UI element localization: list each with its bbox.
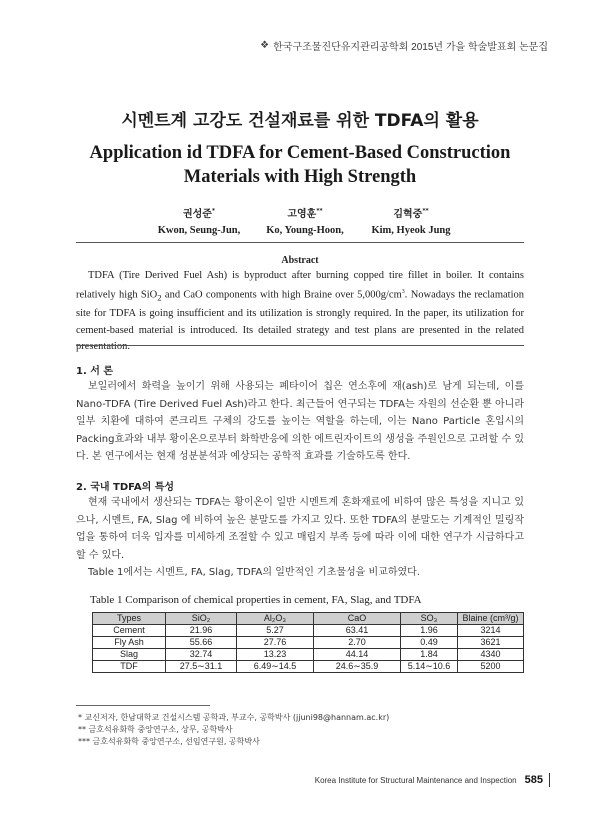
author-3 <box>356 205 466 236</box>
cell: 3214 <box>458 625 524 637</box>
author-1-name-en: Kwon, Seung-Jun, <box>157 225 241 236</box>
section-2-heading: 2. 국내 TDFA의 특성 <box>76 482 175 493</box>
title-english-line2: Materials with High Strength <box>183 167 417 187</box>
title-english-line1: Application id TDFA for Cement-Based Construction <box>89 143 511 163</box>
footnote-rule <box>76 705 210 706</box>
cell: 3621 <box>458 637 524 649</box>
page-footer <box>315 773 550 787</box>
section-2-body-2: Table 1에서는 시멘트, FA, Slag, TDFA의 일반적인 기초물성을 비교하였다. <box>88 567 420 578</box>
author-3-mark: ** <box>422 207 429 215</box>
footnote-2: ** 금호석유화학 중앙연구소, 상무, 공학박사 <box>78 725 233 734</box>
page-number: 585 <box>524 774 543 786</box>
author-2-name-en: Ko, Young-Hoon, <box>266 225 344 236</box>
footnote-1: * 교신저자, 한남대학교 건설시스템 공학과, 부교수, 공학박사 (jjuni98@hannam.ac.kr) <box>78 713 390 722</box>
table-row <box>93 625 524 637</box>
col-al2o3: Al₂O₃ <box>237 613 314 625</box>
cell: 27.5∼31.1 <box>166 661 237 673</box>
cell: 2.70 <box>314 637 401 649</box>
cell: 1.84 <box>401 649 458 661</box>
cell: 5.14∼10.6 <box>401 661 458 673</box>
cell: 13.23 <box>237 649 314 661</box>
cell: 55.66 <box>166 637 237 649</box>
col-types: Types <box>93 613 166 625</box>
col-so3: SO₃ <box>401 613 458 625</box>
abstract-part-a: TDFA (Tire Derived Fuel Ash) is byproduct after burning copped tire fillet in boiler. It contains relatively high SiO <box>76 270 524 301</box>
author-1-mark: * <box>211 207 216 215</box>
running-header <box>260 38 548 53</box>
cell: TDF <box>93 661 166 673</box>
abstract-heading: Abstract <box>281 255 319 266</box>
cell: 24.6∼35.9 <box>314 661 401 673</box>
table-row <box>93 661 524 673</box>
cell: 0.49 <box>401 637 458 649</box>
cell: 5.27 <box>237 625 314 637</box>
author-2-name-ko: 고영훈 <box>287 209 317 220</box>
abstract-part-c: . Nowadays the reclamation site for TDFA is going insufficient and its utilization is strongly required. In the paper, its utilization for cement-based material is introduced. Its detailed strategy and test plans are presented in the related presentation. <box>76 289 524 353</box>
table-caption: Table 1 Comparison of chemical properties in cement, FA, Slag, and TDFA <box>90 594 422 606</box>
journal-title: 한국구조물진단유지관리공학회 2015년 가을 학술발표회 논문집 <box>273 42 548 53</box>
section-1-heading: 1. 서 론 <box>76 366 114 377</box>
cell: Cement <box>93 625 166 637</box>
cell: 21.96 <box>166 625 237 637</box>
cell: 1.96 <box>401 625 458 637</box>
cell: 27.76 <box>237 637 314 649</box>
footer-institute: Korea Institute for Structural Maintenance and Inspection <box>314 775 517 785</box>
col-sio2: SiO₂ <box>166 613 237 625</box>
cell: 44.14 <box>314 649 401 661</box>
footnote-3: *** 금호석유화학 중앙연구소, 선임연구원, 공학박사 <box>78 737 260 746</box>
diamond-icon: ❖ <box>260 40 270 51</box>
section-2-body: 현재 국내에서 생산되는 TDFA는 황이온이 일반 시멘트계 혼화재료에 비하여 많은 특성을 지니고 있으나, 시멘트, FA, Slag 에 비하여 높은 분말도를 가지고 있다. 또한 TDFA의 분말도는 기계적인 밀링작업을 통하여 더욱 입자를 미세하게 조절할 수 있고 매립지 부족 등에 따라 이에 대한 연구가 시급하다고할 수 있다. <box>76 497 524 561</box>
table-row <box>93 649 524 661</box>
col-cao: CaO <box>314 613 401 625</box>
abstract-top-rule <box>76 242 524 243</box>
title-korean: 시멘트계 고강도 건설재료를 위한 TDFA의 활용 <box>121 111 479 131</box>
author-2 <box>250 205 360 236</box>
cell: 5200 <box>458 661 524 673</box>
abstract-text <box>76 268 524 356</box>
cell: 6.49∼14.5 <box>237 661 314 673</box>
cell: 4340 <box>458 649 524 661</box>
abstract-part-b: and CaO components with high Braine over 5,000g/cm <box>161 289 402 301</box>
cell: 32.74 <box>166 649 237 661</box>
col-blaine: Blaine (cm³/g) <box>458 613 524 625</box>
title-english <box>0 141 600 189</box>
author-1-name-ko: 권성준 <box>182 209 212 220</box>
author-3-name-en: Kim, Hyeok Jung <box>371 225 451 236</box>
cell: Fly Ash <box>93 637 166 649</box>
footer-divider <box>549 773 550 787</box>
cell: 63.41 <box>314 625 401 637</box>
cell: Slag <box>93 649 166 661</box>
abstract-superscript: 3 <box>401 289 405 296</box>
abstract-bottom-rule <box>76 345 524 346</box>
author-3-name-ko: 김혁중 <box>393 209 423 220</box>
footnotes <box>78 712 389 748</box>
table-header-row <box>93 613 524 625</box>
author-2-mark: ** <box>316 207 323 215</box>
table-row <box>93 637 524 649</box>
author-1 <box>144 205 254 236</box>
properties-table <box>92 612 524 673</box>
section-1-body: 보일러에서 화력을 높이기 위해 사용되는 폐타이어 칩은 연소후에 재(ash)로 남게 되는데, 이를 Nano-TDFA (Tire Derived Fuel Ash)라고 한다. 최근들어 연구되는 TDFA는 자원의 선순환 뿐 아니라 일부 치환에 대하여 콘크리트 구체의 강도를 높이는 역할을 하는데, 이는 Nano Particle 혼입시의 Packing효과와 내부 황이온으로부터 화학반응에 의한 에트린자이트의 생성을 주원인으로 고려할 수 있다. 본 연구에서는 현재 성분분석과 예상되는 공학적 효과를 기술하도록 한다. <box>76 381 524 462</box>
abstract-subscript: 2 <box>157 293 162 303</box>
